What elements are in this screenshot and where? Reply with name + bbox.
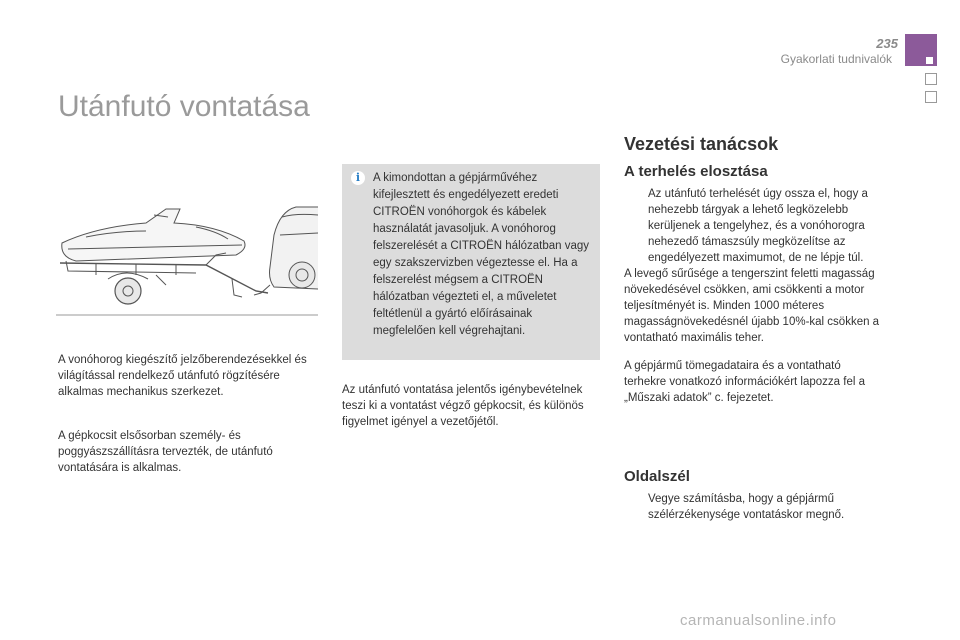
towing-paragraph: Az utánfutó vontatása jelentős igénybevételnek teszi ki a vontatást végző gépkocsit, és különös figyelmet igényel a vezetőjétől. bbox=[342, 384, 584, 428]
page-title: Utánfutó vontatása bbox=[58, 90, 310, 123]
altitude-paragraph: A levegő sűrűsége a tengerszint feletti magasság növekedésével csökken, ami csökkenti a motor teljesítményét is. Minden 1000 méteres magasságnövekedésnél újabb 10%-kal csökken a vontatható maximális teher. bbox=[624, 268, 880, 344]
list-item-text: Az utánfutó terhelését úgy ossza el, hogy a nehezebb tárgyak a lehető legközelebb kerüljenek a tengelyhez, és a vonóhorogra nehezedő támaszsúly megközelítse az engedélyezett maximumot, de ne lépje túl. bbox=[648, 188, 868, 264]
subheading-crosswind: Oldalszél bbox=[624, 468, 690, 485]
chapter-tab[interactable] bbox=[925, 91, 937, 103]
list-item bbox=[624, 186, 886, 268]
list-item bbox=[624, 491, 886, 525]
section-title: Gyakorlati tudnivalók bbox=[780, 52, 892, 66]
subheading-load-distribution: A terhelés elosztása bbox=[624, 163, 768, 180]
intro-paragraph: A vonóhorog kiegészítő jelzőberendezésekkel és világítással rendelkező utánfutó rögzítésére alkalmas mechanikus szerkezet. bbox=[58, 354, 307, 398]
page-number: 235 bbox=[876, 36, 898, 51]
watermark: carmanualsonline.info bbox=[680, 612, 837, 629]
trailer-illustration bbox=[56, 205, 318, 320]
info-icon: i bbox=[351, 171, 365, 185]
section-heading: Vezetési tanácsok bbox=[624, 134, 779, 154]
technical-data-paragraph: A gépjármű tömegadataira és a vontatható terhekre vonatkozó információkért lapozza fel a „Műszaki adatok” c. fejezetet. bbox=[624, 360, 865, 404]
chapter-tab-active[interactable] bbox=[905, 34, 937, 66]
info-box-text: A kimondottan a gépjárművéhez kifejlesztett és engedélyezett eredeti CITROËN vonóhorgok és kábelek használatát javasoljuk. A vonóhorog felszerelését a CITROËN hálózatban vagy egy szakszervizben végeztesse el. Ha a felszerelést mégsem a CITROËN hálózatban végezteti el, a műveletet feltétlenül a gyártó előírásainak megfelelően kell végrehajtani. bbox=[373, 172, 590, 337]
chapter-tab[interactable] bbox=[925, 73, 937, 85]
usage-paragraph: A gépkocsit elsősorban személy- és poggyászszállításra tervezték, de utánfutó vontatására is alkalmas. bbox=[58, 430, 273, 474]
list-item-text: Vegye számításba, hogy a gépjármű szélérzékenysége vontatáskor megnő. bbox=[648, 493, 845, 521]
